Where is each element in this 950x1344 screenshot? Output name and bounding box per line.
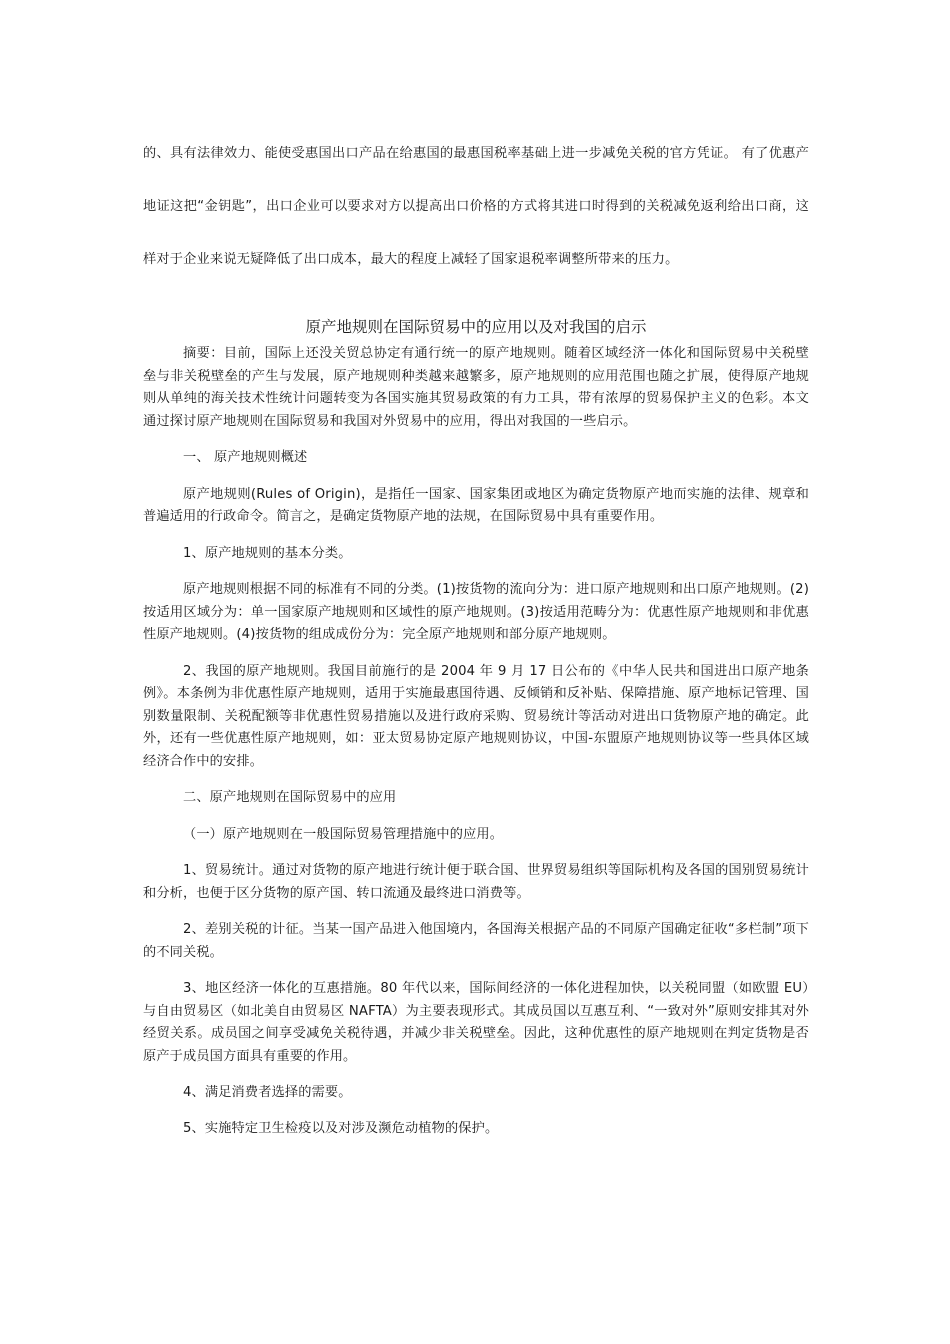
regional-integration-paragraph: 3、地区经济一体化的互惠措施。80 年代以来，国际间经济的一体化进程加快，以关税同盟（如欧盟 EU）与自由贸易区（如北美自由贸易区 NAFTA）为主要表现形式。其成员国以互惠互利、“一致对外”原则安排其对外经贸关系。成员国之间享受减免关税待遇，并减少非关税壁垒。因此，这种优惠性的原产地规则在判定货物是否原产于成员国方面具有重要的作用。 <box>143 981 809 1064</box>
definition-paragraph: 原产地规则(Rules of Origin)，是指任一国家、国家集团或地区为确定货物原产地而实施的法律、规章和普遍适用的行政命令。简言之，是确定货物原产地的法规，在国际贸易中具有重要作用。 <box>143 486 809 524</box>
article-title: 原产地规则在国际贸易中的应用以及对我国的启示 <box>305 318 647 336</box>
section-heading-overview: 一、 原产地规则概述 <box>183 450 308 465</box>
differential-tariff-paragraph: 2、差别关税的计征。当某一国产品进入他国境内，各国海关根据产品的不同原产国确定征收“多栏制”项下的不同关税。 <box>143 922 809 960</box>
subheading-classification: 1、原产地规则的基本分类。 <box>183 545 352 561</box>
section-heading-application: 二、原产地规则在国际贸易中的应用 <box>183 790 397 805</box>
trade-statistics-paragraph: 1、贸易统计。通过对货物的原产地进行统计便于联合国、世界贸易组织等国际机构及各国的国别贸易统计和分析，也便于区分货物的原产国、转口流通及最终进口消费等。 <box>143 863 809 901</box>
abstract-paragraph: 摘要：目前，国际上还没关贸总协定有通行统一的原产地规则。随着区域经济一体化和国际贸易中关税壁垒与非关税壁垒的产生与发展，原产地规则种类越来越繁多，原产地规则的应用范围也随之扩展，使得原产地规则从单纯的海关技术性统计问题转变为各国实施其贸易政策的有力工具，带有浓厚的贸易保护主义的色彩。本文通过探讨原产地规则在国际贸易和我国对外贸易中的应用，得出对我国的一些启示。 <box>143 346 809 429</box>
quarantine-protection-paragraph: 5、实施特定卫生检疫以及对涉及濒危动植物的保护。 <box>183 1120 499 1136</box>
subheading-general-measures: （一）原产地规则在一般国际贸易管理措施中的应用。 <box>183 826 504 842</box>
classification-paragraph: 原产地规则根据不同的标准有不同的分类。(1)按货物的流向分为：进口原产地规则和出口原产地规则。(2)按适用区域分为：单一国家原产地规则和区域性的原产地规则。(3)按适用范畴分为：优惠性原产地规则和非优惠性原产地规则。(4)按货物的组成成份分为：完全原产地规则和部分原产地规则。 <box>143 582 809 642</box>
china-rules-paragraph: 2、我国的原产地规则。我国目前施行的是 2004 年 9 月 17 日公布的《中华人民共和国进出口原产地条例》。本条例为非优惠性原产地规则，适用于实施最惠国待遇、反倾销和反补贴、保障措施、原产地标记管理、国别数量限制、关税配额等非优惠性贸易措施以及进行政府采购、贸易统计等活动对进出口货物原产地的确定。此外，还有一些优惠性原产地规则，如：亚太贸易协定原产地规则协议，中国-东盟原产地规则协议等一些具体区域经济合作中的安排。 <box>143 663 809 769</box>
article-body <box>143 343 809 1154</box>
intro-paragraph: 的、具有法律效力、能使受惠国出口产品在给惠国的最惠国税率基础上进一步减免关税的官方凭证。 有了优惠产地证这把“金钥匙”，出口企业可以要求对方以提高出口价格的方式将其进口时得到的关税减免返利给出口商，这样对于企业来说无疑降低了出口成本，最大的程度上减轻了国家退税率调整所带来的压力。 <box>143 146 809 267</box>
consumer-choice-paragraph: 4、满足消费者选择的需要。 <box>183 1085 352 1100</box>
